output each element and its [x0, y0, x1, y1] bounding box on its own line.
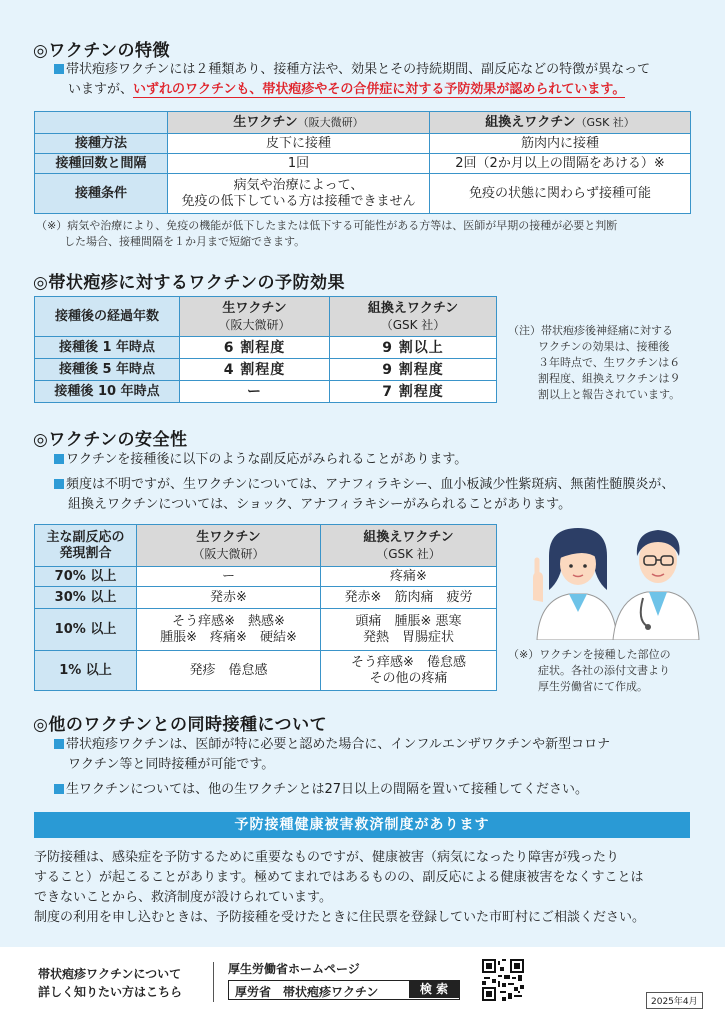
- features-bullet: 帯状疱疹ワクチンには２種類あり、接種方法や、効果とその持続期間、副反応などの特徴が異なって いますが、いずれのワクチンも、帯状疱疹やその合併症に対する予防効果が認められています。: [54, 60, 704, 100]
- table-row: 30% 以上 発赤※ 発赤※ 筋肉痛 疲労: [35, 587, 497, 609]
- footer-lead-text: 帯状疱疹ワクチンについて 詳しく知りたい方はこちら: [38, 967, 183, 999]
- table-row: 接種回数と間隔 1回 2回（2か月以上の間隔をあける）※: [35, 154, 691, 174]
- simultaneous-bullets: 帯状疱疹ワクチンは、医師が特に必要と認めた場合に、インフルエンザワクチンや新型コロナ ワクチン等と同時接種が可能です。 生ワクチンについては、他の生ワクチンとは27日以上の間隔を置いて接種してください。: [54, 735, 704, 800]
- section-title-features: ◎ワクチンの特徴: [33, 41, 170, 61]
- table-row: 70% 以上 ー 疼痛※: [35, 567, 497, 587]
- features-note: （※）病気や治療により、免疫の機能が低下したまたは低下する可能性がある方等は、医師が早期の接種が必要と判断 した場合、接種間隔を１か月まで短縮できます。: [36, 219, 618, 248]
- section-title-efficacy: ◎帯状疱疹に対するワクチンの予防効果: [33, 273, 345, 293]
- section-title-safety: ◎ワクチンの安全性: [33, 430, 188, 450]
- side-effects-table: 主な副反応の 発現割合 生ワクチン （阪大微研） 組換えワクチン （GSK 社） 70% 以上 ー 疼痛※ 30% 以上 発赤※ 発赤※ 筋肉痛 疲労 10% 以上 そう痒感※ 熱感※ 腫脹※ 疼痛※ 硬結※ 頭痛 腫脹※ 悪寒 発熱 胃腸症状 1% 以上 発疹 倦怠感 そう痒感※ 倦怠感 その他の疼痛: [34, 524, 497, 691]
- qr-code-icon[interactable]: [482, 959, 524, 1001]
- doctors-illustration: [525, 520, 700, 640]
- female-doctor-icon: [533, 528, 617, 640]
- col-header-recombinant: 組換えワクチン（GSK 社）: [430, 112, 691, 134]
- col-header-live: 生ワクチン（阪大微研）: [168, 112, 430, 134]
- table-row: 接種方法 皮下に接種 筋肉内に接種: [35, 134, 691, 154]
- footer-divider: [213, 962, 214, 1002]
- table-row: 10% 以上 そう痒感※ 熱感※ 腫脹※ 疼痛※ 硬結※ 頭痛 腫脹※ 悪寒 発熱 胃腸症状: [35, 609, 497, 651]
- search-keyword: 厚労省 帯状疱疹ワクチン: [235, 985, 379, 999]
- table-row: 1% 以上 発疹 倦怠感 そう痒感※ 倦怠感 その他の疼痛: [35, 651, 497, 691]
- bullet-square-icon: [54, 454, 64, 464]
- bullet-square-icon: [54, 784, 64, 794]
- relief-paragraph: 予防接種は、感染症を予防するために重要なものですが、健康被害（病気になったり障害が残ったり すること）が起こることがあります。極めてまれではあるものの、副反応による健康被害をなくすことは できないことから、救済制度が設けられています。 制度の利用を申し込むときは、予防接種を受けたときに住民票を登録していた市町村にご相談ください。: [34, 850, 646, 925]
- table-corner: [35, 112, 168, 134]
- search-button[interactable]: 検 索: [409, 981, 459, 998]
- efficacy-note: （注）帯状疱疹後神経痛に対する ワクチンの効果は、接種後 ３年時点で、生ワクチンは６ 割程度、組換えワクチンは９ 割以上と報告されています。: [508, 324, 681, 401]
- table-row: 接種後 10 年時点 ー 7 割程度: [35, 381, 497, 403]
- efficacy-table: 接種後の経過年数 生ワクチン （阪大微研） 組換えワクチン （GSK 社） 接種後 1 年時点 6 割程度 9 割以上 接種後 5 年時点 4 割程度 9 割程度 接種後 10 年時点 ー 7 割程度: [34, 296, 497, 403]
- features-table: [34, 111, 691, 214]
- bullet-square-icon: [54, 64, 64, 74]
- bullet-square-icon: [54, 479, 64, 489]
- safety-bullets: ワクチンを接種後に以下のような副反応がみられることがあります。 頻度は不明ですが、生ワクチンについては、アナフィラキシー、血小板減少性紫斑病、無菌性髄膜炎が、 組換えワクチンについては、ショック、アナフィラキシーがみられることがあります。: [54, 450, 704, 515]
- relief-banner: 予防接種健康被害救済制度があります: [34, 812, 690, 838]
- footer: [0, 947, 725, 1024]
- highlight-text: いずれのワクチンも、帯状疱疹やその合併症に対する予防効果が認められています。: [133, 82, 626, 97]
- footer-site-title: 厚生労働省ホームページ: [228, 962, 360, 976]
- footer-search-box[interactable]: [228, 980, 460, 1000]
- table-row: 接種条件 病気や治療によって、 免疫の低下している方は接種できません 免疫の状態に関わらず接種可能: [35, 174, 691, 214]
- issue-date: 2025年4月: [646, 992, 703, 1009]
- bullet-square-icon: [54, 739, 64, 749]
- table-row: 接種後 5 年時点 4 割程度 9 割程度: [35, 359, 497, 381]
- male-doctor-icon: [613, 530, 699, 640]
- side-effects-note: （※）ワクチンを接種した部位の 症状。各社の添付文書より 厚生労働省にて作成。: [508, 648, 671, 693]
- section-title-simultaneous: ◎他のワクチンとの同時接種について: [33, 715, 328, 735]
- table-row: 接種後 1 年時点 6 割程度 9 割以上: [35, 337, 497, 359]
